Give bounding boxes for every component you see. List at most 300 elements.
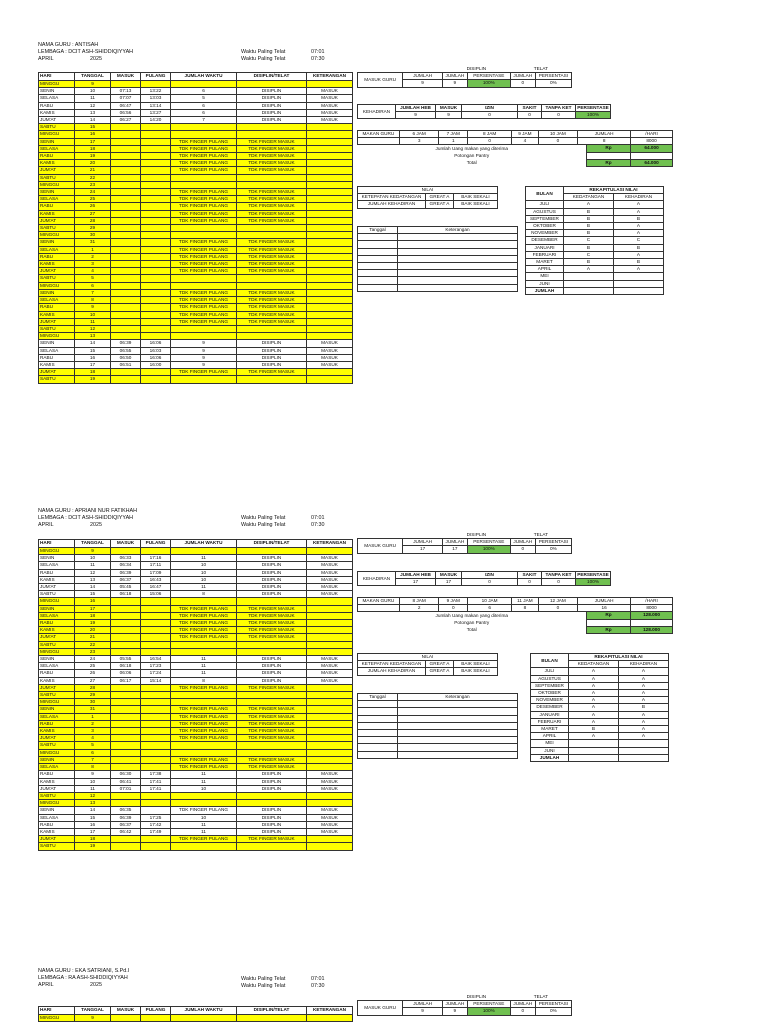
attendance-cell: TDK FINGER PULANG: [171, 145, 237, 152]
attendance-cell: 20: [75, 627, 111, 634]
attendance-cell: TDK FINGER MASUK: [237, 261, 307, 268]
sub-head: PERSENTASE: [467, 539, 510, 546]
attendance-cell: 16: [75, 598, 111, 605]
rekap-jumlah: JUMLAH: [526, 287, 564, 294]
attendance-cell: TDK FINGER MASUK: [237, 289, 307, 296]
attendance-cell: DISIPLIN: [237, 778, 307, 785]
attendance-cell: 9: [171, 354, 237, 361]
kehadiran-head: JUMLAH HEB: [396, 105, 436, 112]
attendance-cell: [111, 369, 141, 376]
telat-value: 0: [510, 1008, 535, 1015]
attendance-cell: TDK FINGER PULANG: [171, 634, 237, 641]
attendance-cell: 5: [75, 275, 111, 282]
attendance-cell: 30: [75, 699, 111, 706]
institution: LEMBAGA : DCIT ASH-SHIDDIQIYYAH: [38, 515, 134, 522]
attendance-cell: DISIPLIN: [237, 663, 307, 670]
attendance-cell: DISIPLIN: [237, 576, 307, 583]
attendance-cell: TDK FINGER MASUK: [237, 217, 307, 224]
masuk-percent: 100%: [467, 1008, 510, 1015]
attendance-cell: 26: [75, 670, 111, 677]
rekap-cell: C: [614, 237, 664, 244]
rekap-cell: DESEMBER: [526, 237, 564, 244]
attendance-row: [39, 297, 353, 304]
rekap-row: [531, 690, 669, 697]
attendance-cell: SELASA: [39, 764, 75, 771]
attendance-cell: DISIPLIN: [237, 109, 307, 116]
attendance-cell: [141, 728, 171, 735]
attendance-cell: [307, 699, 353, 706]
attendance-cell: 17:41: [141, 778, 171, 785]
attendance-cell: RABU: [39, 821, 75, 828]
attendance-col-header: HARI: [39, 540, 75, 548]
attendance-cell: [307, 634, 353, 641]
rekap-cell: A: [619, 675, 669, 682]
attendance-cell: [171, 641, 237, 648]
attendance-cell: [111, 843, 141, 850]
attendance-cell: MINGGU: [39, 81, 75, 88]
rekap-cell: B: [619, 704, 669, 711]
attendance-cell: JUM'AT: [39, 369, 75, 376]
attendance-row: [39, 663, 353, 670]
attendance-cell: 16: [75, 821, 111, 828]
attendance-cell: RABU: [39, 771, 75, 778]
attendance-row: [39, 210, 353, 217]
attendance-row: [39, 145, 353, 152]
attendance-cell: [141, 612, 171, 619]
rekap-cell: [564, 280, 614, 287]
attendance-cell: 24: [75, 189, 111, 196]
attendance-cell: MINGGU: [39, 1015, 75, 1022]
attendance-cell: JUM'AT: [39, 217, 75, 224]
attendance-cell: 9: [171, 361, 237, 368]
attendance-row: [39, 620, 353, 627]
attendance-col-header: JUMLAH WAKTU: [171, 1007, 237, 1015]
attendance-cell: [307, 217, 353, 224]
latest-time-label: Waktu Paling Telat: [241, 983, 286, 990]
attendance-cell: TDK FINGER PULANG: [171, 735, 237, 742]
attendance-cell: [141, 246, 171, 253]
attendance-cell: 6: [171, 109, 237, 116]
attendance-cell: [141, 684, 171, 691]
attendance-cell: MINGGU: [39, 548, 75, 555]
attendance-cell: [141, 167, 171, 174]
attendance-cell: [307, 131, 353, 138]
attendance-row: [39, 598, 353, 605]
attendance-cell: 14: [75, 117, 111, 124]
attendance-row: [39, 713, 353, 720]
attendance-cell: [307, 792, 353, 799]
attendance-col-header: HARI: [39, 73, 75, 81]
sub-head: PERSENTASI: [535, 1001, 571, 1008]
block-3-limits: [241, 976, 325, 990]
block-1-header: [38, 42, 133, 64]
attendance-cell: SELASA: [39, 196, 75, 203]
rekap-cell: A: [569, 690, 619, 697]
disiplin-heading: DISIPLIN: [466, 532, 487, 537]
attendance-cell: [141, 692, 171, 699]
rekap-cell: A: [569, 718, 619, 725]
attendance-cell: 05:45: [111, 584, 141, 591]
attendance-row: [39, 117, 353, 124]
attendance-cell: SELASA: [39, 145, 75, 152]
attendance-row: [39, 562, 353, 569]
kehadiran-head: IZIN: [462, 572, 518, 579]
block-2-header: [38, 508, 137, 530]
attendance-cell: JUM'AT: [39, 836, 75, 843]
attendance-cell: 07:01: [111, 785, 141, 792]
teacher-name: NAMA GURU : ANTISAH: [38, 42, 99, 48]
rekap-cell: B: [564, 223, 614, 230]
latest-time-label: Waktu Paling Telat: [241, 49, 286, 55]
attendance-cell: [307, 174, 353, 181]
attendance-row: [39, 232, 353, 239]
attendance-cell: DISIPLIN: [237, 562, 307, 569]
attendance-cell: 17:23: [141, 663, 171, 670]
attendance-cell: 06:18: [111, 663, 141, 670]
rekap-cell: OKTOBER: [531, 690, 569, 697]
rekap-cell: JUNI: [531, 747, 569, 754]
rekap-cell: JULI: [531, 668, 569, 675]
attendance-cell: 11: [171, 584, 237, 591]
attendance-cell: [307, 605, 353, 612]
attendance-cell: [141, 174, 171, 181]
attendance-cell: 13:22: [141, 88, 171, 95]
attendance-cell: [307, 318, 353, 325]
rekap-cell: [619, 740, 669, 747]
attendance-cell: [141, 620, 171, 627]
attendance-cell: RABU: [39, 203, 75, 210]
attendance-cell: [111, 735, 141, 742]
rekap-cell: JANUARI: [531, 711, 569, 718]
rekap-row: [531, 668, 669, 675]
attendance-cell: MASUK: [307, 814, 353, 821]
attendance-cell: DISIPLIN: [237, 340, 307, 347]
kehadiran-value: 9: [396, 112, 436, 119]
institution: LEMBAGA : RA ASH-SHIDDIQIYYAH: [38, 975, 128, 982]
kehadiran-table: [357, 571, 611, 586]
attendance-cell: [307, 210, 353, 217]
attendance-cell: 17:41: [141, 785, 171, 792]
makan-value: 2: [399, 605, 439, 612]
attendance-cell: TDK FINGER PULANG: [171, 764, 237, 771]
attendance-cell: 18: [75, 612, 111, 619]
attendance-cell: TDK FINGER PULANG: [171, 138, 237, 145]
attendance-cell: 24: [75, 656, 111, 663]
latest-time-2: 07:30: [311, 56, 325, 63]
masuk-guru-label: MASUK GURU: [358, 73, 403, 87]
attendance-cell: [111, 131, 141, 138]
attendance-cell: 17:11: [141, 562, 171, 569]
makan-value: 3: [399, 138, 439, 145]
sub-head: PERSENTASI: [535, 73, 571, 80]
attendance-cell: TDK FINGER MASUK: [237, 189, 307, 196]
attendance-col-header: KETERANGAN: [307, 73, 353, 81]
attendance-cell: 22: [75, 641, 111, 648]
uang-makan-label: Jumlah Uang makan yang diterima: [435, 145, 508, 151]
sub-head: PERSENTASI: [535, 539, 571, 546]
attendance-cell: [171, 232, 237, 239]
attendance-cell: MASUK: [307, 807, 353, 814]
attendance-cell: 19: [75, 843, 111, 850]
attendance-cell: 06:39: [111, 340, 141, 347]
attendance-cell: [141, 81, 171, 88]
attendance-cell: 06:51: [111, 361, 141, 368]
attendance-col-header: PULANG: [141, 540, 171, 548]
sub-head: JUMLAH: [442, 73, 467, 80]
attendance-cell: [171, 376, 237, 383]
rp-label: Rp: [587, 612, 631, 619]
attendance-row: [39, 828, 353, 835]
attendance-cell: SENIN: [39, 88, 75, 95]
attendance-cell: [141, 138, 171, 145]
attendance-col-header: PULANG: [141, 1007, 171, 1015]
attendance-cell: [307, 843, 353, 850]
attendance-cell: 8: [75, 297, 111, 304]
attendance-cell: MASUK: [307, 555, 353, 562]
attendance-row: [39, 203, 353, 210]
notes-row: [358, 744, 518, 751]
attendance-cell: [307, 1015, 353, 1022]
kehadiran-value: 0: [462, 579, 518, 586]
attendance-cell: [307, 311, 353, 318]
attendance-cell: [237, 548, 307, 555]
rekap-jumlah: JUMLAH: [531, 754, 569, 761]
attendance-cell: TDK FINGER MASUK: [237, 304, 307, 311]
attendance-cell: 17:42: [141, 821, 171, 828]
attendance-cell: 7: [171, 117, 237, 124]
attendance-cell: [111, 289, 141, 296]
attendance-cell: 11: [75, 318, 111, 325]
masuk-guru-label: MASUK GURU: [358, 539, 403, 553]
attendance-cell: [307, 325, 353, 332]
attendance-cell: [171, 648, 237, 655]
attendance-row: [39, 627, 353, 634]
attendance-cell: [307, 742, 353, 749]
nilai-table: [357, 186, 498, 209]
notes-table: [357, 226, 518, 292]
attendance-cell: TDK FINGER PULANG: [171, 684, 237, 691]
potongan-value: [631, 152, 673, 159]
attendance-cell: 11: [171, 656, 237, 663]
attendance-cell: MASUK: [307, 340, 353, 347]
keterangan-label: Keterangan: [398, 694, 518, 701]
attendance-cell: 18: [75, 145, 111, 152]
attendance-cell: SELASA: [39, 663, 75, 670]
attendance-cell: SABTU: [39, 325, 75, 332]
sub-head: PERSENTASE: [467, 73, 510, 80]
attendance-cell: 12: [75, 102, 111, 109]
rekap-row: [531, 747, 669, 754]
attendance-cell: SABTU: [39, 641, 75, 648]
latest-time-label: Waktu Paling Telat: [241, 976, 286, 982]
rekap-row: [531, 726, 669, 733]
attendance-cell: [141, 225, 171, 232]
attendance-cell: TDK FINGER MASUK: [237, 756, 307, 763]
rekap-cell: NOVEMBER: [531, 697, 569, 704]
attendance-cell: [111, 138, 141, 145]
attendance-cell: [237, 742, 307, 749]
notes-row: [358, 751, 518, 758]
attendance-row: [39, 684, 353, 691]
attendance-cell: [111, 174, 141, 181]
attendance-cell: KAMIS: [39, 261, 75, 268]
attendance-cell: [141, 749, 171, 756]
attendance-row: [39, 289, 353, 296]
attendance-cell: TDK FINGER PULANG: [171, 261, 237, 268]
month: APRIL: [38, 982, 54, 989]
attendance-cell: SENIN: [39, 807, 75, 814]
rekap-cell: A: [619, 668, 669, 675]
attendance-cell: [111, 836, 141, 843]
attendance-cell: 06:42: [111, 828, 141, 835]
kehadiran-head: PERSENTASE: [577, 572, 609, 577]
attendance-cell: [237, 131, 307, 138]
attendance-cell: [171, 699, 237, 706]
attendance-cell: [307, 282, 353, 289]
attendance-cell: RABU: [39, 620, 75, 627]
attendance-cell: KAMIS: [39, 728, 75, 735]
attendance-cell: [171, 692, 237, 699]
attendance-col-header: TANGGAL: [75, 540, 111, 548]
attendance-cell: [307, 648, 353, 655]
attendance-cell: [111, 548, 141, 555]
attendance-cell: 17:25: [141, 814, 171, 821]
attendance-cell: MASUK: [307, 821, 353, 828]
rekap-cell: A: [569, 697, 619, 704]
kehadiran-table: [357, 104, 611, 119]
attendance-cell: 5: [75, 742, 111, 749]
attendance-cell: [141, 217, 171, 224]
attendance-cell: 17: [75, 828, 111, 835]
attendance-cell: [111, 648, 141, 655]
attendance-cell: TDK FINGER MASUK: [237, 253, 307, 260]
masuk-value: 9: [403, 80, 443, 87]
attendance-row: [39, 641, 353, 648]
attendance-row: [39, 246, 353, 253]
attendance-cell: [171, 1015, 237, 1022]
kehadiran-percent: 100%: [576, 579, 611, 586]
attendance-cell: 12: [75, 569, 111, 576]
latest-time-label: Waktu Paling Telat: [241, 522, 286, 529]
sub-head: JUMLAH: [510, 539, 535, 546]
attendance-cell: SENIN: [39, 605, 75, 612]
attendance-cell: 18: [75, 369, 111, 376]
nilai-grade: GREAT A: [426, 661, 454, 668]
attendance-cell: 29: [75, 692, 111, 699]
attendance-cell: [141, 297, 171, 304]
telat-value: 0: [510, 546, 535, 553]
attendance-cell: [307, 800, 353, 807]
attendance-cell: 17:09: [141, 569, 171, 576]
rekap-cell: B: [614, 244, 664, 251]
attendance-cell: MASUK: [307, 88, 353, 95]
attendance-cell: [307, 81, 353, 88]
attendance-cell: 06:06: [111, 670, 141, 677]
kehadiran-head: TANPA KET: [542, 572, 576, 579]
attendance-cell: [111, 217, 141, 224]
total-label: Total: [466, 626, 477, 632]
uang-makan-value: 64.000: [631, 145, 673, 152]
kehadiran-head: KEHADIRAN: [614, 194, 664, 201]
attendance-cell: [307, 720, 353, 727]
rekap-cell: JUNI: [526, 280, 564, 287]
masuk-guru-table: [357, 994, 572, 1016]
attendance-cell: 06:27: [111, 117, 141, 124]
attendance-cell: 06:39: [111, 569, 141, 576]
attendance-cell: 16:06: [141, 354, 171, 361]
attendance-col-header: JUMLAH WAKTU: [171, 540, 237, 548]
institution: LEMBAGA : DCIT ASH-SHIDDIQIYYAH: [38, 49, 134, 56]
potongan-label: Potongan Pantry: [454, 152, 490, 158]
masuk-value: 9: [442, 1008, 467, 1015]
attendance-cell: DISIPLIN: [237, 656, 307, 663]
attendance-cell: DISIPLIN: [237, 591, 307, 598]
attendance-cell: MASUK: [307, 778, 353, 785]
attendance-col-header: KETERANGAN: [307, 1007, 353, 1015]
makan-value: 0: [538, 605, 578, 612]
rekap-cell: B: [564, 259, 614, 266]
attendance-row: [39, 131, 353, 138]
attendance-cell: DISIPLIN: [237, 569, 307, 576]
keterangan-label: Keterangan: [398, 227, 518, 234]
attendance-row: [39, 196, 353, 203]
notes-row: [358, 241, 518, 248]
attendance-cell: [237, 232, 307, 239]
attendance-cell: [171, 742, 237, 749]
attendance-cell: [307, 735, 353, 742]
makan-head: 10 JAM: [538, 131, 578, 138]
attendance-cell: TDK FINGER PULANG: [171, 612, 237, 619]
attendance-row: [39, 548, 353, 555]
attendance-cell: TDK FINGER PULANG: [171, 620, 237, 627]
attendance-cell: MINGGU: [39, 232, 75, 239]
month: APRIL: [38, 56, 54, 63]
attendance-cell: [307, 138, 353, 145]
attendance-cell: [111, 699, 141, 706]
attendance-cell: [111, 145, 141, 152]
attendance-row: [39, 756, 353, 763]
attendance-cell: TDK FINGER PULANG: [171, 756, 237, 763]
attendance-cell: [171, 174, 237, 181]
kehadiran-value: 0: [518, 579, 542, 586]
attendance-cell: 6: [75, 749, 111, 756]
attendance-cell: TDK FINGER PULANG: [171, 210, 237, 217]
attendance-cell: [307, 189, 353, 196]
attendance-cell: SENIN: [39, 756, 75, 763]
attendance-cell: MASUK: [307, 347, 353, 354]
attendance-cell: [171, 749, 237, 756]
attendance-cell: 10: [171, 785, 237, 792]
attendance-cell: [141, 376, 171, 383]
attendance-col-header: KETERANGAN: [307, 540, 353, 548]
attendance-cell: TDK FINGER PULANG: [171, 268, 237, 275]
attendance-cell: 1: [75, 713, 111, 720]
attendance-cell: [171, 333, 237, 340]
attendance-cell: JUM'AT: [39, 684, 75, 691]
attendance-cell: 11: [171, 821, 237, 828]
attendance-row: [39, 742, 353, 749]
attendance-cell: 31: [75, 706, 111, 713]
attendance-cell: RABU: [39, 569, 75, 576]
attendance-cell: [307, 253, 353, 260]
attendance-cell: 8: [171, 677, 237, 684]
rekap-cell: B: [614, 215, 664, 222]
attendance-row: [39, 584, 353, 591]
attendance-cell: JUM'AT: [39, 584, 75, 591]
sub-head: JUMLAH: [510, 1001, 535, 1008]
notes-row: [358, 715, 518, 722]
attendance-cell: [111, 181, 141, 188]
